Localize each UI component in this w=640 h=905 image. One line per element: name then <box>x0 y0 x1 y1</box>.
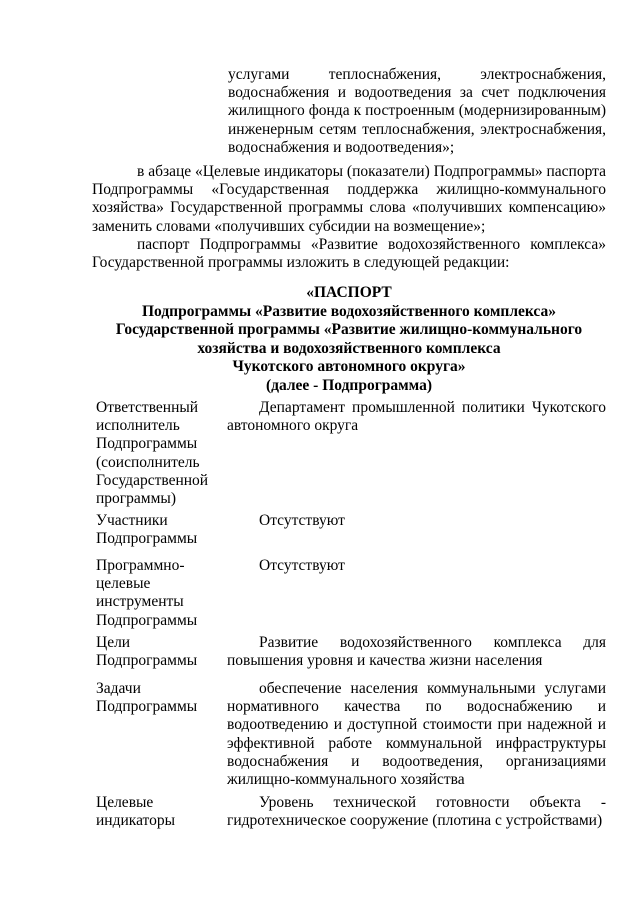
label-line: Подпрограммы <box>96 435 198 453</box>
row-label <box>96 634 221 670</box>
row-value <box>227 794 606 830</box>
value-line: Отсутствуют <box>259 512 345 529</box>
title-line: (далее - Подпрограмма) <box>265 376 433 394</box>
label-line: (соисполнитель <box>96 453 200 471</box>
text-line: Подпрограммы «Государственная поддержка жилищно-коммунального <box>92 181 606 199</box>
value-line: Департамент промышленной политики Чукотского <box>259 399 606 416</box>
text-line: жилищного фонда к построенным (модернизированным) <box>228 102 606 120</box>
value-line: повышения уровня и качества жизни населения <box>227 652 543 670</box>
row-value <box>227 680 606 789</box>
text-line: паспорт Подпрограммы «Развитие водохозяйственного комплекса» <box>137 236 606 253</box>
label-line: Целевые <box>96 794 154 811</box>
text-line: Государственной программы изложить в следующей редакции: <box>92 254 510 272</box>
value-line: гидротехническое сооружение (плотина с устройствами) <box>227 812 603 830</box>
value-line: автономного округа <box>227 417 359 435</box>
label-line: инструменты <box>96 593 184 611</box>
label-line: Задачи <box>96 680 141 697</box>
value-line: водоснабжения и водоотведения, организациями <box>227 752 606 770</box>
value-line: Уровень технической готовности объекта - <box>259 794 606 811</box>
row-label <box>96 512 221 548</box>
amendment-paragraph-1 <box>92 163 606 236</box>
row-value <box>227 399 606 435</box>
label-line: Ответственный <box>96 399 199 416</box>
title-line: Подпрограммы «Развитие водохозяйственного комплекса» <box>141 302 557 320</box>
row-value <box>227 512 606 530</box>
text-line: заменить словами «получивших субсидии на возмещение»; <box>92 217 486 235</box>
value-line: обеспечение населения коммунальными услугами <box>259 680 606 697</box>
value-line: эффективной работе коммунальной инфраструктуры <box>227 734 606 752</box>
text-line: водоснабжения и водоотведения за счет подключения <box>228 84 606 102</box>
value-line: Развитие водохозяйственного комплекса для <box>259 634 606 651</box>
row-label <box>96 680 221 716</box>
row-label <box>96 399 221 508</box>
label-line: Подпрограммы <box>96 652 198 670</box>
label-line: Подпрограммы <box>96 611 198 629</box>
row-value <box>227 634 606 670</box>
value-line: Отсутствуют <box>259 557 345 574</box>
text-line: водоснабжения и водоотведения»; <box>228 138 455 156</box>
label-line: программы) <box>96 490 176 508</box>
label-line: индикаторы <box>96 812 176 830</box>
title-line: «ПАСПОРТ <box>306 284 392 301</box>
label-line: целевые <box>96 575 151 593</box>
label-line: Участники <box>96 512 168 529</box>
label-line: Цели <box>96 634 131 651</box>
label-line: Подпрограммы <box>96 698 198 716</box>
label-line: Государственной <box>96 471 209 489</box>
amendment-paragraph-2 <box>92 236 606 272</box>
title-line: хозяйства и водохозяйственного комплекса <box>197 339 501 357</box>
value-line: жилищно-коммунального хозяйства <box>227 771 465 789</box>
text-line: инженерным сетям теплоснабжения, электроснабжения, <box>228 120 606 138</box>
label-line: исполнитель <box>96 417 180 435</box>
title-line: Государственной программы «Развитие жилищно-коммунального <box>115 321 583 339</box>
text-line: услугами теплоснабжения, электроснабжения, <box>228 66 606 83</box>
label-line: Подпрограммы <box>96 530 198 548</box>
row-value <box>227 557 606 575</box>
value-line: нормативного качества по водоснабжению и <box>227 698 606 716</box>
text-line: хозяйства» Государственной программы слова «получивших компенсацию» <box>92 199 606 217</box>
title-line: Чукотского автономного округа» <box>232 358 466 376</box>
row-label <box>96 794 221 830</box>
intro-paragraph <box>228 66 606 157</box>
text-line: в абзаце «Целевые индикаторы (показатели) Подпрограммы» паспорта <box>137 163 606 180</box>
label-line: Программно- <box>96 557 185 574</box>
passport-title <box>92 284 606 396</box>
value-line: водоотведению и доступной стоимости при надежной и <box>227 716 606 734</box>
row-label <box>96 557 221 630</box>
